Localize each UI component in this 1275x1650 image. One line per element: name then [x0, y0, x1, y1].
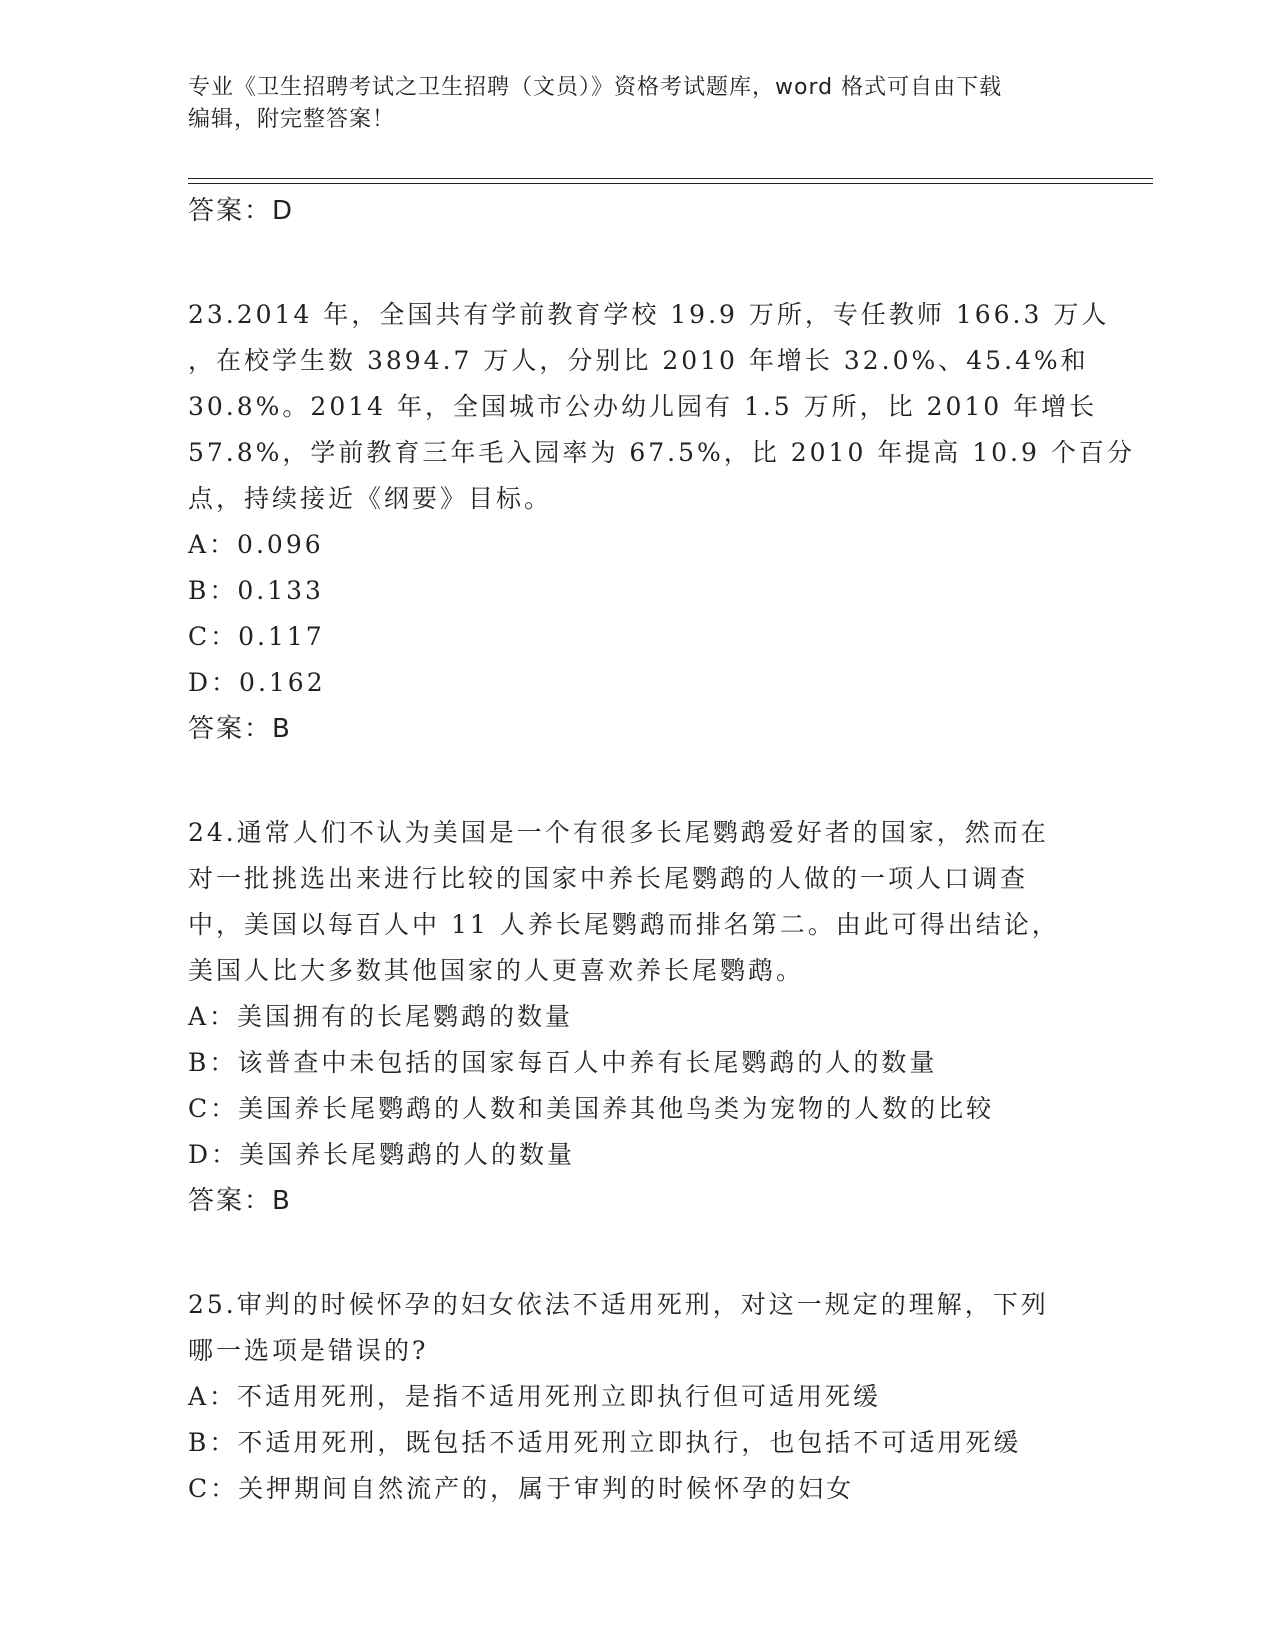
question-23-line: ，在校学生数 3894.7 万人，分别比 2010 年增长 32.0%、45.4%和 [188, 346, 1089, 375]
question-23-line: 23.2014 年，全国共有学前教育学校 19.9 万所，专任教师 166.3 万人 [188, 300, 1110, 329]
question-25-option-c: C：关押期间自然流产的，属于审判的时候怀孕的妇女 [188, 1474, 855, 1503]
question-23-line: 点，持续接近《纲要》目标。 [188, 484, 553, 513]
question-24-option-c: C：美国养长尾鹦鹉的人数和美国养其他鸟类为宠物的人数的比较 [188, 1094, 995, 1123]
question-25-line: 哪一选项是错误的? [188, 1336, 429, 1365]
spacer [188, 234, 1088, 292]
question-23-line: 30.8%。2014 年，全国城市公办幼儿园有 1.5 万所，比 2010 年增长 [188, 392, 1098, 421]
header-divider-top [188, 178, 1153, 179]
question-23-option-d: D：0.162 [188, 668, 326, 697]
question-24-answer: 答案：B [188, 1186, 292, 1216]
question-25 [188, 1282, 1088, 1512]
question-23 [188, 292, 1135, 752]
question-content [188, 188, 1135, 1512]
question-25-option-b: B：不适用死刑，既包括不适用死刑立即执行，也包括不可适用死缓 [188, 1428, 1022, 1457]
question-24-line: 对一批挑选出来进行比较的国家中养长尾鹦鹉的人做的一项人口调查 [188, 864, 1029, 893]
question-23-option-a: A：0.096 [188, 530, 324, 559]
header-line-2: 编辑，附完整答案！ [188, 107, 396, 132]
previous-answer: 答案：D [188, 196, 295, 226]
header-line-1: 专业《卫生招聘考试之卫生招聘（文员）》资格考试题库，word 格式可自由下载 [188, 75, 1003, 100]
question-24-line: 美国人比大多数其他国家的人更喜欢养长尾鹦鹉。 [188, 956, 805, 985]
spacer [188, 1224, 1088, 1282]
question-24-option-a: A：美国拥有的长尾鹦鹉的数量 [188, 1002, 574, 1031]
question-23-option-c: C：0.117 [188, 622, 325, 651]
question-25-line: 25.审判的时候怀孕的妇女依法不适用死刑，对这一规定的理解，下列 [188, 1290, 1049, 1319]
question-24-line: 24.通常人们不认为美国是一个有很多长尾鹦鹉爱好者的国家，然而在 [188, 818, 1049, 847]
question-23-option-b: B：0.133 [188, 576, 324, 605]
question-24 [188, 810, 1088, 1224]
question-24-line: 中，美国以每百人中 11 人养长尾鹦鹉而排名第二。由此可得出结论， [188, 910, 1060, 939]
question-23-line: 57.8%，学前教育三年毛入园率为 67.5%，比 2010 年提高 10.9 个百分 [188, 438, 1135, 467]
question-24-option-b: B：该普查中未包括的国家每百人中养有长尾鹦鹉的人的数量 [188, 1048, 938, 1077]
question-23-answer: 答案：B [188, 714, 292, 744]
question-25-option-a: A：不适用死刑，是指不适用死刑立即执行但可适用死缓 [188, 1382, 882, 1411]
page-header [188, 72, 1088, 136]
header-divider-bottom [188, 183, 1153, 184]
spacer [188, 752, 1088, 810]
question-24-option-d: D：美国养长尾鹦鹉的人的数量 [188, 1140, 576, 1169]
